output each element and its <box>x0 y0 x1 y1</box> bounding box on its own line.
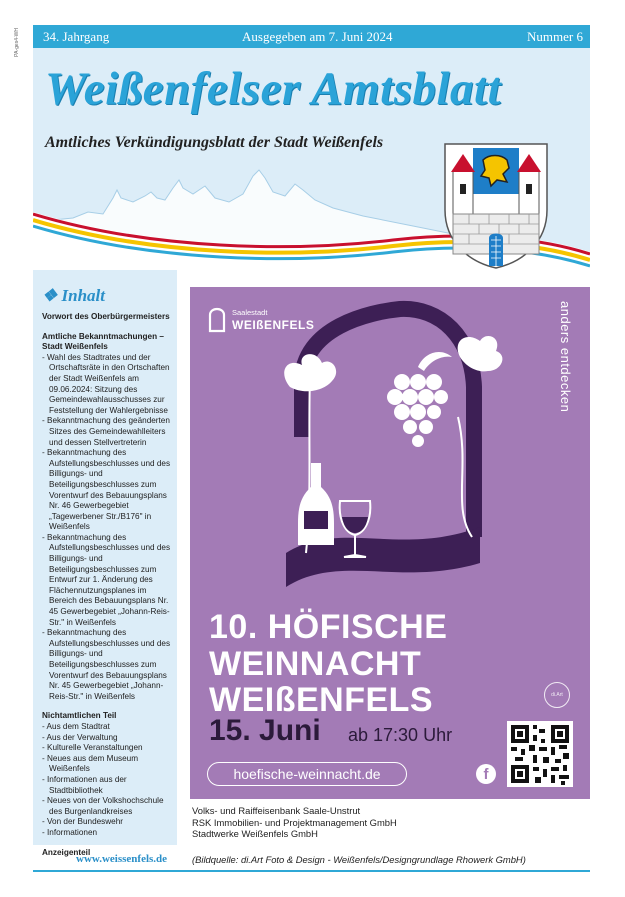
issue-number: Nummer 6 <box>527 29 583 44</box>
toc-item[interactable]: - Bekanntmachung des Aufstellungsbeschlusses und des Billigungs- und Beteiligungsbeschlusses zum Vorentwurf des Bebauungsplans Nr. 46 Gewerbegebiet „Tagewerbener Str./B176" in Weißenfels <box>42 448 171 532</box>
toc-spacer <box>42 702 176 711</box>
event-poster <box>190 287 590 799</box>
poster-headline-line3: WEIßENFELS <box>209 681 434 719</box>
poster-brand: WEIßENFELS <box>232 318 315 332</box>
wine-bottle-icon <box>298 463 334 545</box>
toc-section-title[interactable]: Anzeigenteil <box>42 847 91 857</box>
table-of-contents <box>33 270 177 857</box>
footer-rule <box>33 870 590 872</box>
facebook-icon[interactable]: f <box>476 764 496 784</box>
poster-headline-line2: WEINNACHT <box>209 645 422 683</box>
qr-code-icon[interactable] <box>507 721 573 787</box>
toc-heading-text: Inhalt <box>61 286 105 305</box>
issue-date: Ausgegeben am 7. Juni 2024 <box>242 29 393 44</box>
toc-section-title[interactable]: Nichtamtlichen Teil <box>42 711 117 721</box>
city-coat-of-arms-icon <box>439 140 553 270</box>
poster-tagline: anders entdecken <box>558 301 573 413</box>
saalestadt-logo-icon <box>210 309 224 331</box>
poster-time: ab 17:30 Uhr <box>348 725 453 745</box>
side-print-code: PA-ges4-WH <box>14 28 20 57</box>
masthead <box>33 48 590 270</box>
sponsor-list <box>192 805 397 840</box>
vine-leaf-icon <box>284 354 336 391</box>
toc-spacer <box>42 323 176 332</box>
sponsor-item: RSK Immobilien- und Projektmanagement GmbH <box>192 816 397 828</box>
newspaper-title: Weißenfelser Amtsblatt <box>45 63 502 115</box>
poster-date: 15. Juni <box>209 714 321 747</box>
toc-item[interactable]: - Wahl des Stadtrates und der Ortschaftsräte in den Ortschaften der Stadt Weißenfels am 09.06.2024: Sitzung des Gemeindewahlausschusses zur Feststellung der Wahlergebnisse <box>42 352 170 415</box>
header-bar <box>33 25 590 48</box>
toc-item[interactable]: - Aus dem Stadtrat <box>42 721 110 731</box>
image-credit: (Bildquelle: di.Art Foto & Design - Weißenfels/Designgrundlage Rhowerk GmbH) <box>192 854 526 865</box>
toc-list <box>42 312 176 858</box>
newspaper-subtitle: Amtliches Verkündigungsblatt der Stadt Weißenfels <box>45 134 384 151</box>
sponsor-item: Stadtwerke Weißenfels GmbH <box>192 828 318 840</box>
grapes-icon <box>387 352 452 447</box>
toc-item[interactable]: - Von der Bundeswehr <box>42 817 124 827</box>
poster-brand-small: Saalestadt <box>232 308 268 317</box>
toc-item[interactable]: - Neues von der Volkshochschule des Burgenlandkreises <box>42 796 164 816</box>
toc-spacer <box>42 839 176 848</box>
toc-item[interactable]: - Bekanntmachung des Aufstellungsbeschlusses und des Billigungs- und Beteiligungsbeschlusses zum Vorentwurf des Bebauungsplans Nr. 45 Gewerbegebiet „Johann-Reis-Str." in Weißenfels <box>42 628 171 701</box>
partner-logo: di.Art <box>544 682 570 708</box>
poster-headline-line1: 10. HÖFISCHE <box>209 608 448 646</box>
volume-label: 34. Jahrgang <box>43 29 110 44</box>
website-link[interactable]: www.weissenfels.de <box>76 853 168 865</box>
sponsor-item: Volks- und Raiffeisenbank Saale-Unstrut <box>192 805 361 816</box>
toc-section-title[interactable]: Amtliche Bekanntmachungen – Stadt Weißenfels <box>42 331 164 352</box>
toc-item[interactable]: - Kulturelle Veranstaltungen <box>42 743 143 753</box>
toc-item[interactable]: - Informationen aus der Stadtbibliothek <box>42 774 127 795</box>
toc-item[interactable]: - Informationen <box>42 827 98 837</box>
toc-heading <box>42 286 105 306</box>
poster-url[interactable]: hoefische-weinnacht.de <box>207 762 407 786</box>
toc-item[interactable]: - Bekanntmachung des Aufstellungsbeschlusses und des Billigungs- und Beteiligungsbeschlusses zum Entwurf zur 1. Änderung des Flächennutzungsplanes im Bereich des Bebauungsplans Nr. 45 Gewerbegebiet „Johann-Reis-Str." in Weißenfels <box>42 532 171 627</box>
toc-item[interactable]: - Neues aus dem Museum Weißenfels <box>42 753 139 774</box>
toc-item[interactable]: - Bekanntmachung des geänderten Sitzes des Gemeindewahlleiters und dessen Stellvertreterin <box>42 416 170 447</box>
toc-item[interactable]: - Aus der Verwaltung <box>42 732 118 742</box>
diamond-bullet-icon: ❖ <box>42 286 58 305</box>
toc-section-title[interactable]: Vorwort des Oberbürgermeisters <box>42 312 170 321</box>
